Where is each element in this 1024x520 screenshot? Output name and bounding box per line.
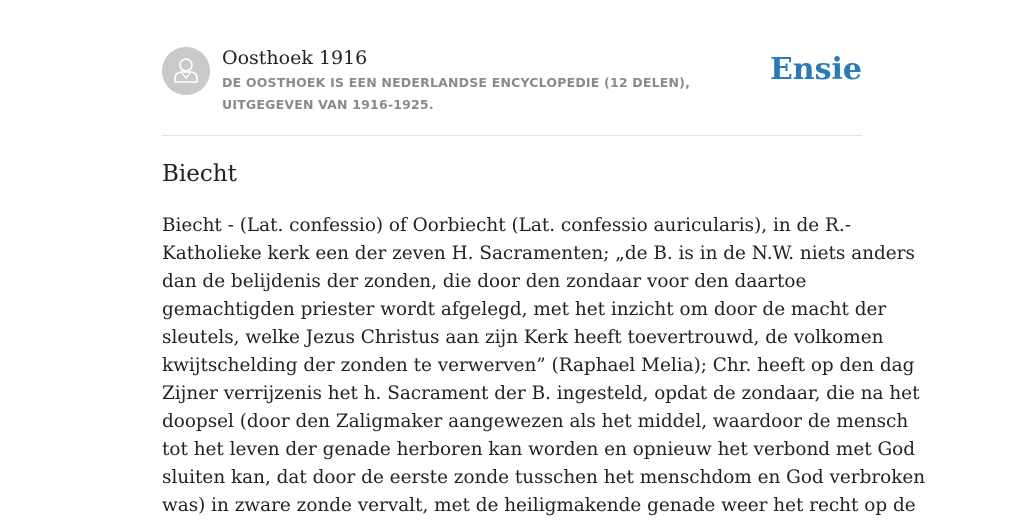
user-placeholder-icon[interactable] <box>162 47 210 95</box>
entry-body-line: sleutels, welke Jezus Christus aan zijn Kerk heeft toevertrouwd, de volkomen <box>162 327 884 348</box>
entry-body <box>162 212 926 520</box>
entry-title: Biecht <box>162 161 237 187</box>
entry-body-line: sluiten kan, dat door de eerste zonde tusschen het menschdom en God verbroken <box>162 467 926 488</box>
entry-body-line: was) in zware zonde vervalt, met de heiligmakende genade weer het recht op de <box>162 495 916 516</box>
source-description: DE OOSTHOEK IS EEN NEDERLANDSE ENCYCLOPEDIE (12 DELEN), UITGEGEVEN VAN 1916-1925. <box>222 75 691 112</box>
entry-body-line: Biecht - (Lat. confessio) of Oorbiecht (Lat. confessio auricularis), in de R.- <box>162 215 851 236</box>
entry-body-line: gemachtigden priester wordt afgelegd, met het inzicht om door de macht der <box>162 299 887 320</box>
entry-body-line: tot het leven der genade herboren kan worden en opnieuw het verbond met God <box>162 439 916 460</box>
brand-logo[interactable]: Ensie <box>769 52 862 87</box>
entry-body-line: Katholieke kerk een der zeven H. Sacramenten; „de B. is in de N.W. niets anders <box>162 243 915 264</box>
entry-body-line: Zijner verrijzenis het h. Sacrament der B. ingesteld, opdat de zondaar, die na het <box>162 383 920 404</box>
source-header <box>162 46 862 116</box>
header-divider <box>162 135 862 136</box>
entry-body-line: dan de belijdenis der zonden, die door den zondaar voor den daartoe <box>162 271 807 292</box>
source-title[interactable]: Oosthoek 1916 <box>222 47 368 69</box>
entry-body-line: kwijtschelding der zonden te verwerven” (Raphael Melia); Chr. heeft op den dag <box>162 355 915 376</box>
entry-body-line: doopsel (door den Zaligmaker aangewezen als het middel, waardoor de mensch <box>162 411 909 432</box>
